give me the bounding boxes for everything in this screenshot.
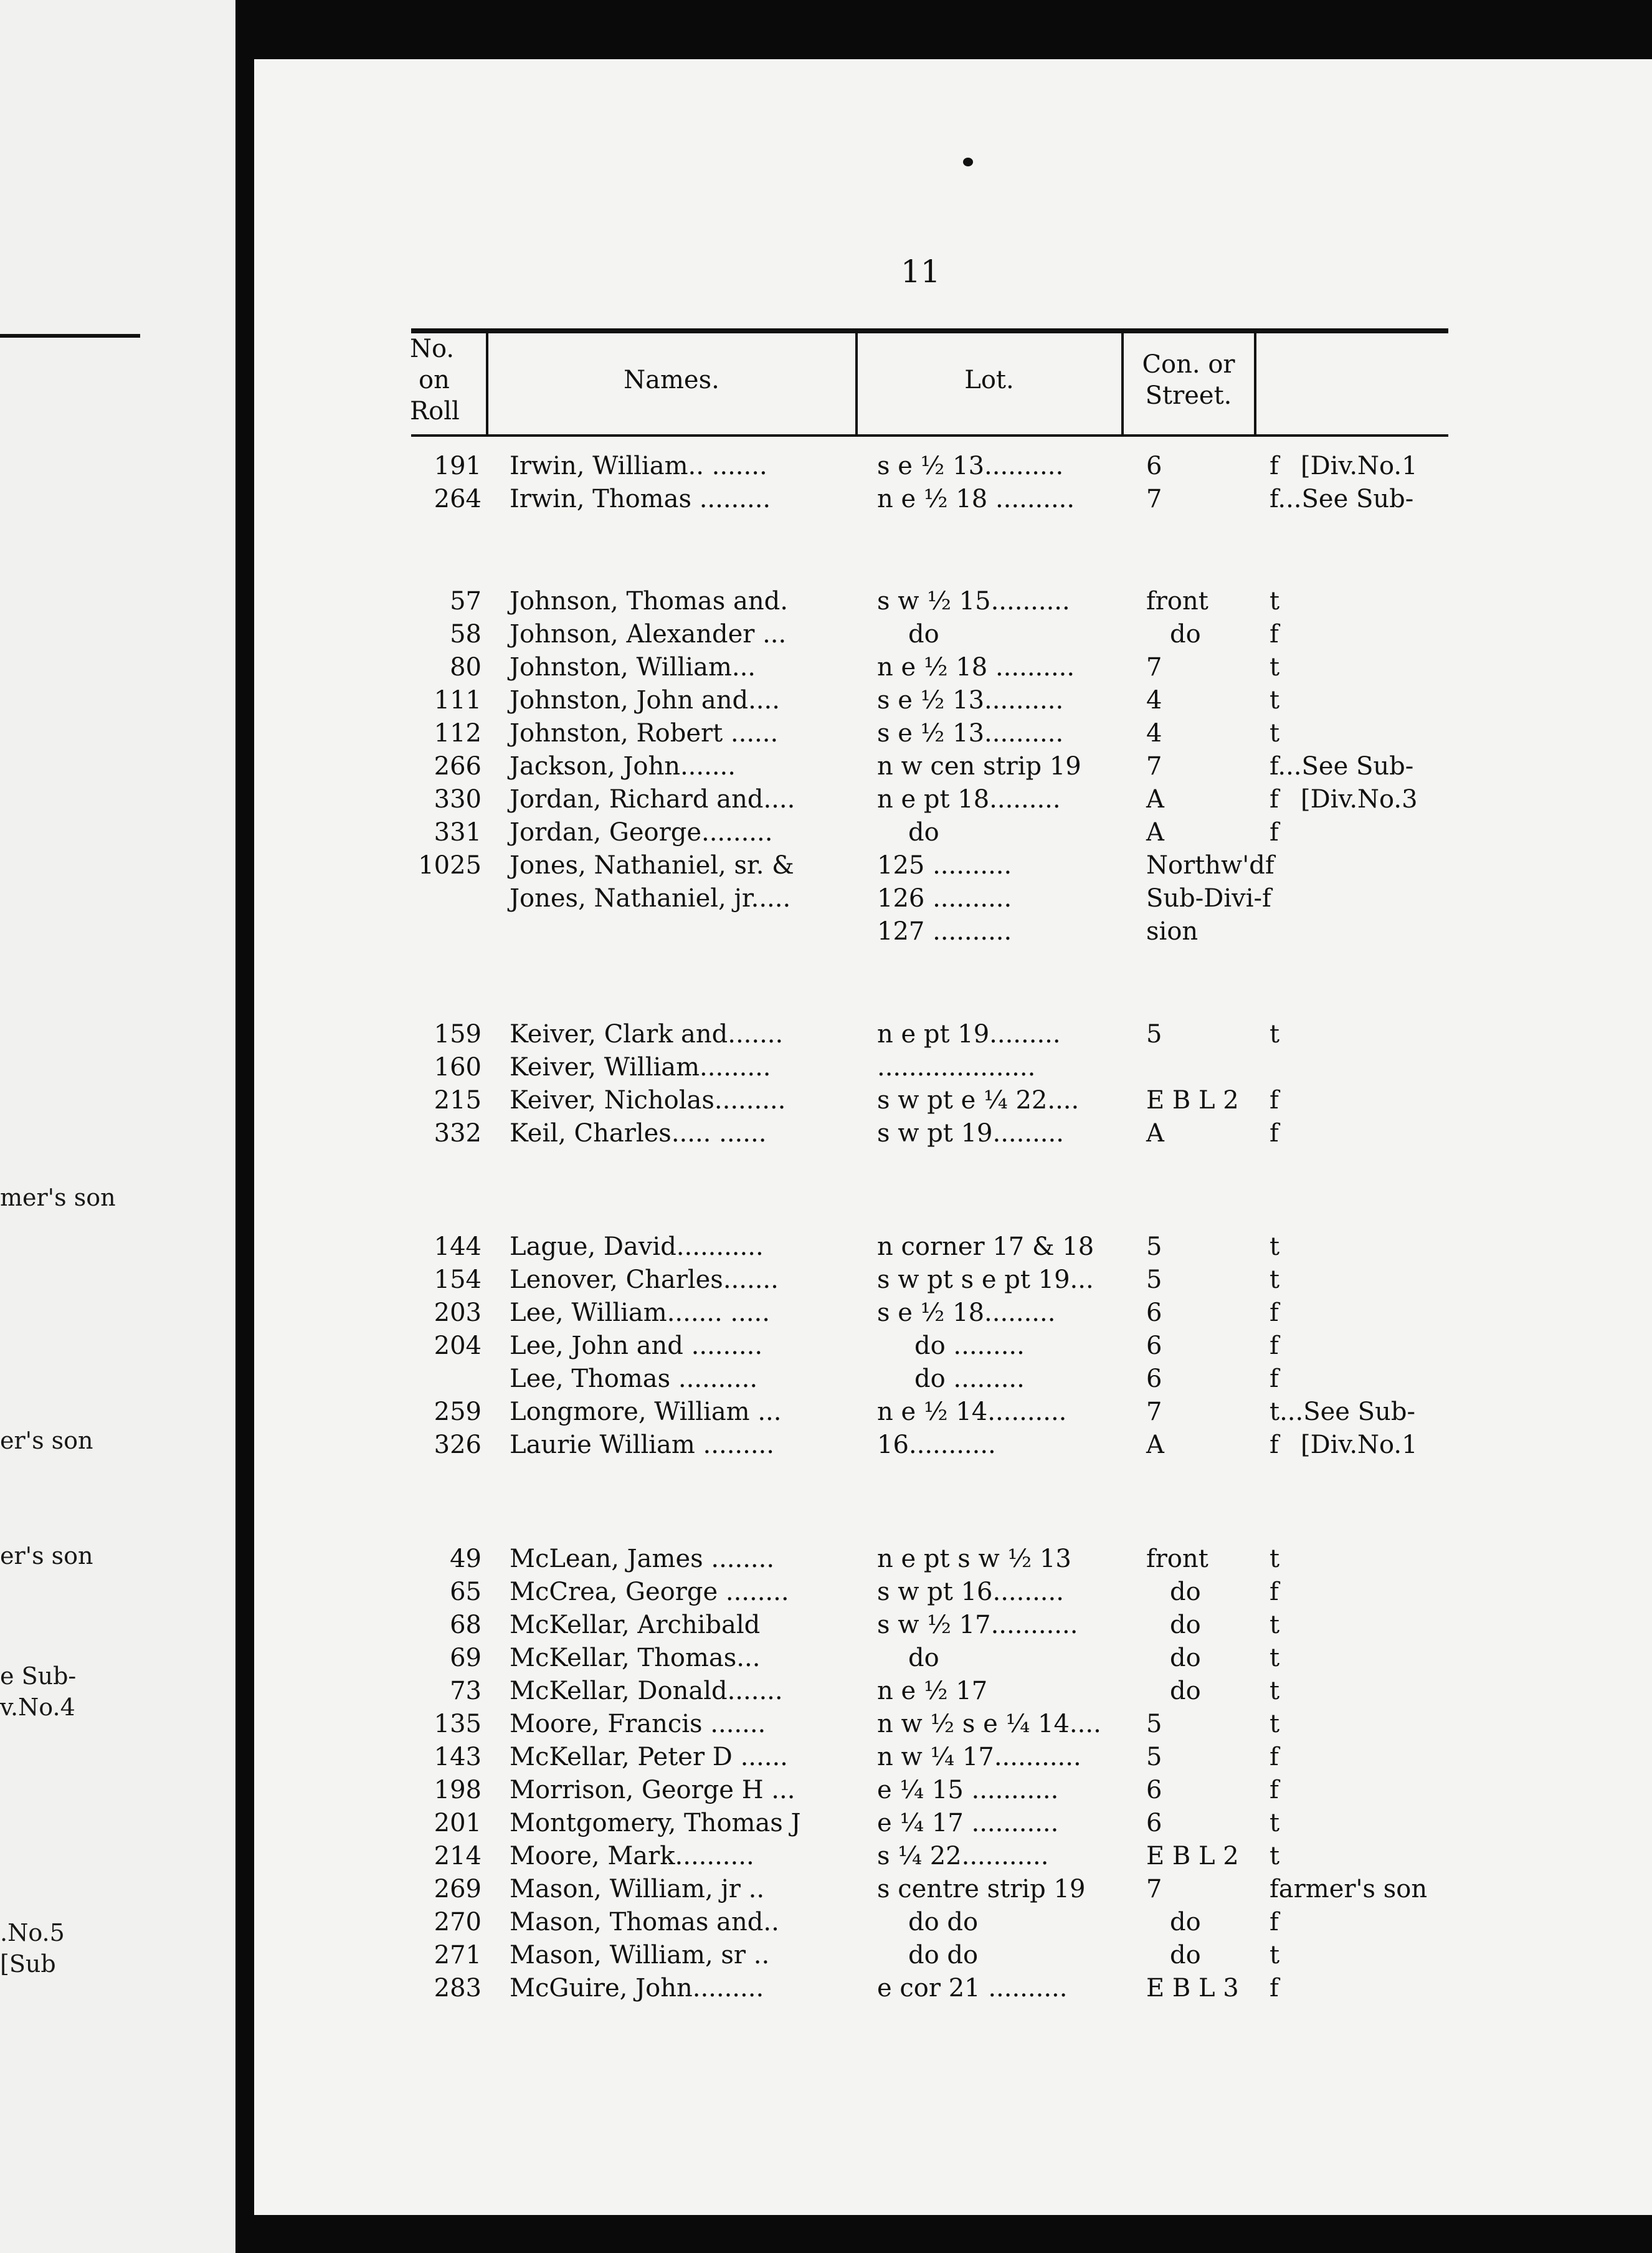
entry-lot: s e ½ 13.......... bbox=[877, 719, 1064, 748]
entry-lot: 127 .......... bbox=[877, 917, 1012, 946]
entry-name: Jordan, Richard and.... bbox=[510, 785, 795, 814]
roll-entry bbox=[254, 1842, 1652, 1875]
entry-name: McKellar, Peter D ...... bbox=[510, 1743, 788, 1771]
roll-number: 201 bbox=[434, 1809, 482, 1837]
header-names: Names. bbox=[624, 366, 719, 394]
facing-text: [Sub bbox=[0, 1950, 56, 1978]
entry-lot: e ¼ 17 ........... bbox=[877, 1809, 1059, 1837]
entry-type: t bbox=[1270, 1644, 1280, 1672]
facing-text: v.No.4 bbox=[0, 1693, 75, 1721]
entry-name: Keiver, William......... bbox=[510, 1053, 771, 1082]
roll-number: 1025 bbox=[418, 851, 482, 880]
entry-name: Johnston, William... bbox=[510, 653, 756, 682]
roll-entry bbox=[254, 884, 1652, 918]
entry-name: Johnson, Alexander ... bbox=[510, 620, 787, 649]
entry-lot: do do bbox=[908, 1941, 979, 1970]
entry-name: Keil, Charles..... ...... bbox=[510, 1119, 767, 1148]
roll-entry bbox=[254, 1710, 1652, 1743]
roll-number: 49 bbox=[450, 1545, 482, 1573]
entry-name: Irwin, William.. ....... bbox=[510, 452, 767, 480]
roll-number: 111 bbox=[434, 686, 482, 715]
roll-entry bbox=[254, 1677, 1652, 1710]
entry-type: t bbox=[1270, 1941, 1280, 1970]
entry-type: f bbox=[1270, 818, 1279, 847]
entry-name: Lee, John and ......... bbox=[510, 1331, 763, 1360]
entry-type: t bbox=[1270, 1677, 1280, 1705]
entry-type: f bbox=[1270, 620, 1279, 649]
entry-type: f bbox=[1270, 785, 1279, 814]
roll-number: 259 bbox=[434, 1398, 482, 1426]
roll-number: 269 bbox=[434, 1875, 482, 1903]
entry-name: Morrison, George H ... bbox=[510, 1776, 795, 1804]
entry-lot: s w ½ 15.......... bbox=[877, 587, 1070, 616]
roll-number: 58 bbox=[450, 620, 482, 649]
roll-entry bbox=[254, 1743, 1652, 1776]
entry-name: Irwin, Thomas ......... bbox=[510, 485, 771, 513]
entry-con: Sub-Divi-f bbox=[1146, 884, 1271, 913]
entry-lot: s w pt 16......... bbox=[877, 1578, 1064, 1606]
entry-con: E B L 2 bbox=[1146, 1842, 1239, 1870]
roll-entry bbox=[254, 485, 1652, 518]
entry-name: Johnston, Robert ...... bbox=[510, 719, 779, 748]
entry-type: f bbox=[1270, 1908, 1279, 1936]
roll-number: 57 bbox=[450, 587, 482, 616]
roll-entry bbox=[254, 1644, 1652, 1677]
roll-number: 143 bbox=[434, 1743, 482, 1771]
entry-type: f bbox=[1270, 452, 1279, 480]
entry-type: t bbox=[1270, 1842, 1280, 1870]
entry-con: sion bbox=[1146, 917, 1199, 946]
entry-lot: s w pt s e pt 19... bbox=[877, 1265, 1094, 1294]
document-page bbox=[254, 59, 1652, 2215]
entry-lot: do ......... bbox=[914, 1365, 1025, 1393]
roll-entry bbox=[254, 653, 1652, 687]
roll-number: 159 bbox=[434, 1020, 482, 1049]
entry-name: Lee, Thomas .......... bbox=[510, 1365, 758, 1393]
roll-entry bbox=[254, 1086, 1652, 1120]
roll-entry bbox=[254, 1053, 1652, 1087]
roll-number: 191 bbox=[434, 452, 482, 480]
entry-lot: n e pt s w ½ 13 bbox=[877, 1545, 1071, 1573]
entry-type: t bbox=[1270, 1809, 1280, 1837]
entry-note: [Div.No.1 bbox=[1301, 1431, 1418, 1459]
roll-number: 112 bbox=[434, 719, 482, 748]
entry-lot: n e pt 18......... bbox=[877, 785, 1061, 814]
entry-name: Mason, William, jr .. bbox=[510, 1875, 765, 1903]
roll-number: 69 bbox=[450, 1644, 482, 1672]
entry-lot: n e ½ 14.......... bbox=[877, 1398, 1067, 1426]
entry-type: f bbox=[1270, 1578, 1279, 1606]
entry-note: [Div.No.3 bbox=[1301, 785, 1418, 814]
roll-entry bbox=[254, 452, 1652, 485]
roll-number: 198 bbox=[434, 1776, 482, 1804]
roll-entry bbox=[254, 1365, 1652, 1398]
entry-type: f bbox=[1270, 1119, 1279, 1148]
roll-entry bbox=[254, 1232, 1652, 1266]
facing-text: mer's son bbox=[0, 1184, 116, 1211]
roll-number: 144 bbox=[434, 1232, 482, 1261]
entry-name: Keiver, Nicholas......... bbox=[510, 1086, 786, 1115]
entry-type: t bbox=[1270, 653, 1280, 682]
roll-number: 271 bbox=[434, 1941, 482, 1970]
roll-entry bbox=[254, 1776, 1652, 1809]
entry-lot: do do bbox=[908, 1908, 979, 1936]
entry-con: 7 bbox=[1146, 653, 1162, 682]
entry-con: do bbox=[1170, 1578, 1201, 1606]
entry-name: Jones, Nathaniel, jr..... bbox=[510, 884, 791, 913]
entry-name: Lenover, Charles....... bbox=[510, 1265, 779, 1294]
header-con-line: Con. or bbox=[1142, 350, 1235, 379]
roll-number: 264 bbox=[434, 485, 482, 513]
entry-name: McGuire, John......... bbox=[510, 1974, 764, 2003]
header-no-line: on bbox=[419, 366, 450, 394]
entry-type: t bbox=[1270, 1020, 1280, 1049]
roll-entry bbox=[254, 818, 1652, 852]
entry-con: A bbox=[1146, 818, 1164, 847]
entry-lot: n e ½ 18 .......... bbox=[877, 485, 1075, 513]
entry-con: E B L 3 bbox=[1146, 1974, 1239, 2003]
entry-name: Jackson, John....... bbox=[510, 752, 736, 781]
entry-lot: s ¼ 22........... bbox=[877, 1842, 1049, 1870]
entry-name: Jones, Nathaniel, sr. & bbox=[510, 851, 794, 880]
roll-number: 80 bbox=[450, 653, 482, 682]
entry-type: f bbox=[1270, 1743, 1279, 1771]
roll-number: 266 bbox=[434, 752, 482, 781]
entry-con: 5 bbox=[1146, 1020, 1162, 1049]
entry-type: farmer's son bbox=[1270, 1875, 1428, 1903]
entry-lot: n w cen strip 19 bbox=[877, 752, 1081, 781]
entry-con: front bbox=[1146, 1545, 1208, 1573]
entry-con: 7 bbox=[1146, 1398, 1162, 1426]
entry-lot: n e ½ 17 bbox=[877, 1677, 988, 1705]
entry-con: 6 bbox=[1146, 1298, 1162, 1327]
entry-type: f bbox=[1270, 1776, 1279, 1804]
entry-name: Johnston, John and.... bbox=[510, 686, 780, 715]
header-con-line: Street. bbox=[1145, 381, 1232, 410]
entry-con: 6 bbox=[1146, 1331, 1162, 1360]
header-no-line: Roll bbox=[410, 397, 460, 426]
entry-lot: s w pt 19......... bbox=[877, 1119, 1064, 1148]
entry-con: do bbox=[1170, 620, 1201, 649]
entry-lot: n corner 17 & 18 bbox=[877, 1232, 1094, 1261]
entry-lot: n w ¼ 17........... bbox=[877, 1743, 1081, 1771]
entry-name: Moore, Mark.......... bbox=[510, 1842, 754, 1870]
roll-number: 68 bbox=[450, 1611, 482, 1639]
entry-lot: n w ½ s e ¼ 14.... bbox=[877, 1710, 1101, 1738]
entry-lot: .................... bbox=[877, 1053, 1036, 1082]
entry-con: A bbox=[1146, 785, 1164, 814]
entry-type: t bbox=[1270, 1232, 1280, 1261]
roll-entry bbox=[254, 1941, 1652, 1974]
entry-lot: n e ½ 18 .......... bbox=[877, 653, 1075, 682]
roll-entry bbox=[254, 620, 1652, 654]
entry-con: front bbox=[1146, 587, 1208, 616]
entry-lot: s e ½ 13.......... bbox=[877, 686, 1064, 715]
roll-entry bbox=[254, 1809, 1652, 1842]
roll-number: 283 bbox=[434, 1974, 482, 2003]
entry-con: 6 bbox=[1146, 1365, 1162, 1393]
entry-con: 5 bbox=[1146, 1232, 1162, 1261]
facing-text: e Sub- bbox=[0, 1662, 77, 1690]
entry-note: [Div.No.1 bbox=[1301, 452, 1418, 480]
entry-lot: s e ½ 18......... bbox=[877, 1298, 1056, 1327]
entry-lot: s e ½ 13.......... bbox=[877, 452, 1064, 480]
roll-entry bbox=[254, 587, 1652, 621]
entry-name: McCrea, George ........ bbox=[510, 1578, 789, 1606]
entry-con: Northw'df bbox=[1146, 851, 1275, 880]
roll-entry bbox=[254, 1020, 1652, 1054]
roll-number: 330 bbox=[434, 785, 482, 814]
entry-con: 6 bbox=[1146, 452, 1162, 480]
entry-type: t bbox=[1270, 1265, 1280, 1294]
entry-type: t bbox=[1270, 1710, 1280, 1738]
roll-number: 204 bbox=[434, 1331, 482, 1360]
entry-con: 6 bbox=[1146, 1776, 1162, 1804]
entry-name: McKellar, Archibald bbox=[510, 1611, 761, 1639]
entry-name: McKellar, Thomas... bbox=[510, 1644, 761, 1672]
entry-type: f bbox=[1270, 1331, 1279, 1360]
assessment-roll-entries bbox=[254, 59, 1652, 2215]
entry-lot: s centre strip 19 bbox=[877, 1875, 1086, 1903]
roll-number: 73 bbox=[450, 1677, 482, 1705]
roll-entry bbox=[254, 1398, 1652, 1431]
entry-name: McKellar, Donald....... bbox=[510, 1677, 783, 1705]
entry-name: Moore, Francis ....... bbox=[510, 1710, 766, 1738]
header-lot: Lot. bbox=[964, 366, 1014, 394]
entry-type: f...See Sub- bbox=[1270, 485, 1414, 513]
roll-number: 65 bbox=[450, 1578, 482, 1606]
roll-entry bbox=[254, 1119, 1652, 1153]
roll-number: 203 bbox=[434, 1298, 482, 1327]
roll-number: 215 bbox=[434, 1086, 482, 1115]
header-no-line: No. bbox=[410, 335, 455, 363]
entry-con: 7 bbox=[1146, 752, 1162, 781]
roll-entry bbox=[254, 1908, 1652, 1941]
entry-con: do bbox=[1170, 1677, 1201, 1705]
entry-con: A bbox=[1146, 1431, 1164, 1459]
roll-entry bbox=[254, 1974, 1652, 2008]
entry-lot: e cor 21 .......... bbox=[877, 1974, 1068, 2003]
entry-lot: do bbox=[908, 1644, 939, 1672]
facing-text: er's son bbox=[0, 1427, 93, 1454]
entry-name: McLean, James ........ bbox=[510, 1545, 775, 1573]
entry-type: f bbox=[1270, 1431, 1279, 1459]
entry-type: t bbox=[1270, 719, 1280, 748]
roll-entry bbox=[254, 1331, 1652, 1365]
entry-con: 5 bbox=[1146, 1710, 1162, 1738]
entry-con: 5 bbox=[1146, 1265, 1162, 1294]
roll-entry bbox=[254, 917, 1652, 951]
entry-con: 4 bbox=[1146, 719, 1162, 748]
entry-lot: 16........... bbox=[877, 1431, 996, 1459]
entry-lot: do bbox=[908, 818, 939, 847]
entry-lot: do ......... bbox=[914, 1331, 1025, 1360]
entry-con: do bbox=[1170, 1908, 1201, 1936]
entry-type: t bbox=[1270, 686, 1280, 715]
roll-entry bbox=[254, 1611, 1652, 1644]
entry-name: Jordan, George......... bbox=[510, 818, 773, 847]
entry-name: Montgomery, Thomas J bbox=[510, 1809, 801, 1837]
facing-text: .No.5 bbox=[0, 1919, 65, 1946]
entry-lot: 125 .......... bbox=[877, 851, 1012, 880]
entry-name: Laurie William ......... bbox=[510, 1431, 774, 1459]
entry-con: 7 bbox=[1146, 485, 1162, 513]
entry-lot: s w pt e ¼ 22.... bbox=[877, 1086, 1080, 1115]
entry-lot: 126 .......... bbox=[877, 884, 1012, 913]
entry-name: Lee, William....... ..... bbox=[510, 1298, 770, 1327]
entry-type: f bbox=[1270, 1974, 1279, 2003]
entry-type: t bbox=[1270, 587, 1280, 616]
roll-entry bbox=[254, 752, 1652, 786]
roll-number: 332 bbox=[434, 1119, 482, 1148]
roll-number: 326 bbox=[434, 1431, 482, 1459]
entry-type: f bbox=[1270, 1298, 1279, 1327]
roll-entry bbox=[254, 785, 1652, 819]
roll-number: 160 bbox=[434, 1053, 482, 1082]
entry-type: f bbox=[1270, 1365, 1279, 1393]
entry-name: Keiver, Clark and....... bbox=[510, 1020, 784, 1049]
roll-entry bbox=[254, 1545, 1652, 1578]
roll-entry bbox=[254, 1578, 1652, 1611]
roll-number: 331 bbox=[434, 818, 482, 847]
entry-name: Johnson, Thomas and. bbox=[510, 587, 788, 616]
entry-con: do bbox=[1170, 1644, 1201, 1672]
roll-entry bbox=[254, 686, 1652, 720]
entry-lot: do bbox=[908, 620, 939, 649]
roll-entry bbox=[254, 1875, 1652, 1908]
roll-entry bbox=[254, 719, 1652, 753]
page-number: 11 bbox=[901, 254, 941, 290]
entry-con: do bbox=[1170, 1941, 1201, 1970]
facing-page-fragment bbox=[0, 0, 235, 2253]
roll-entry bbox=[254, 851, 1652, 885]
roll-number: 154 bbox=[434, 1265, 482, 1294]
entry-con: A bbox=[1146, 1119, 1164, 1148]
roll-number: 135 bbox=[434, 1710, 482, 1738]
entry-type: t...See Sub- bbox=[1270, 1398, 1415, 1426]
roll-entry bbox=[254, 1265, 1652, 1299]
roll-entry bbox=[254, 1298, 1652, 1332]
facing-page-rule bbox=[0, 334, 140, 338]
entry-name: Longmore, William ... bbox=[510, 1398, 782, 1426]
entry-name: Lague, David........... bbox=[510, 1232, 764, 1261]
entry-con: 6 bbox=[1146, 1809, 1162, 1837]
entry-con: do bbox=[1170, 1611, 1201, 1639]
entry-lot: e ¼ 15 ........... bbox=[877, 1776, 1059, 1804]
entry-con: 4 bbox=[1146, 686, 1162, 715]
entry-con: E B L 2 bbox=[1146, 1086, 1239, 1115]
entry-type: f...See Sub- bbox=[1270, 752, 1414, 781]
roll-entry bbox=[254, 1431, 1652, 1464]
entry-lot: n e pt 19......... bbox=[877, 1020, 1061, 1049]
entry-name: Mason, Thomas and.. bbox=[510, 1908, 779, 1936]
facing-text: er's son bbox=[0, 1542, 93, 1569]
entry-type: f bbox=[1270, 1086, 1279, 1115]
entry-name: Mason, William, sr .. bbox=[510, 1941, 770, 1970]
entry-type: t bbox=[1270, 1611, 1280, 1639]
entry-lot: s w ½ 17........... bbox=[877, 1611, 1078, 1639]
entry-type: t bbox=[1270, 1545, 1280, 1573]
roll-number: 270 bbox=[434, 1908, 482, 1936]
entry-con: 5 bbox=[1146, 1743, 1162, 1771]
roll-number: 214 bbox=[434, 1842, 482, 1870]
entry-con: 7 bbox=[1146, 1875, 1162, 1903]
